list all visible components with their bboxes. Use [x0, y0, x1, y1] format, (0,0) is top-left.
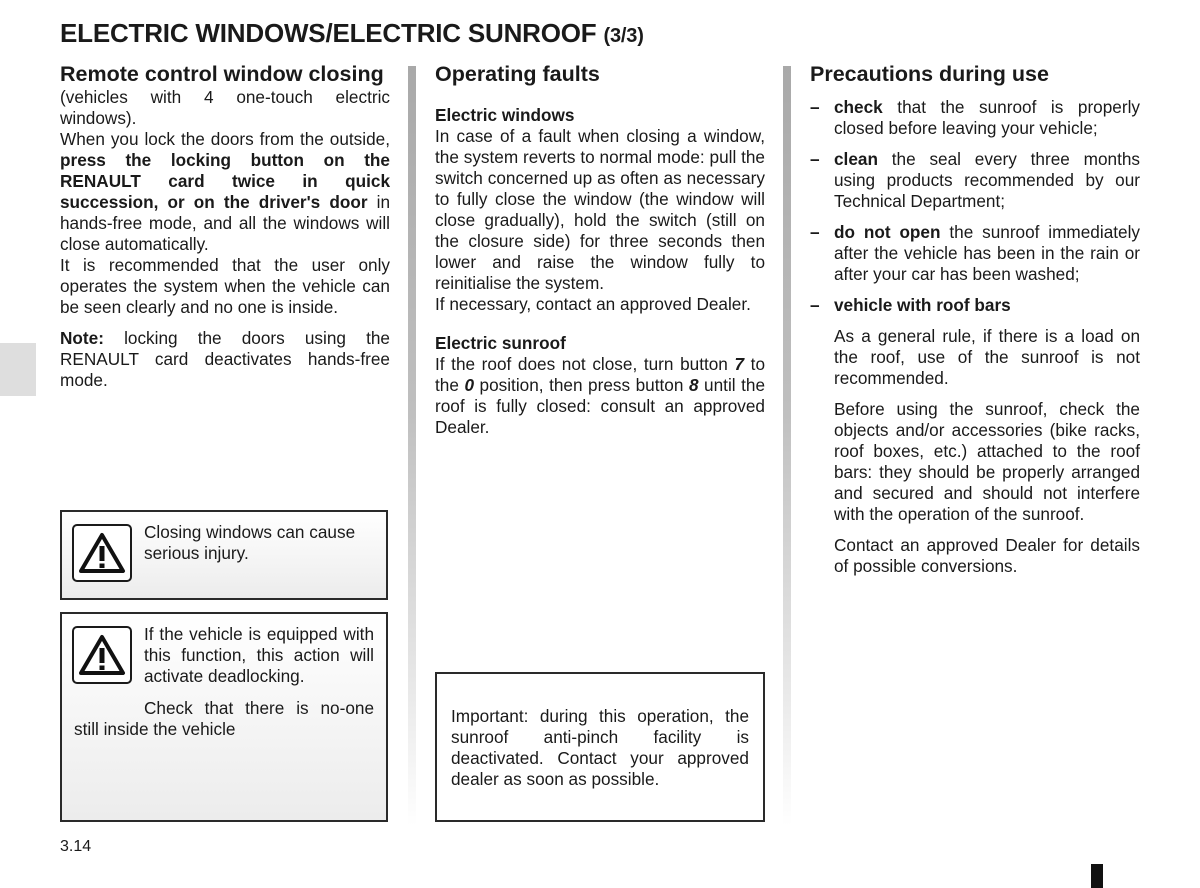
- electric-sunroof-text: [435, 354, 765, 438]
- remote-closing-heading: Remote control window closing: [60, 62, 384, 86]
- sunroof-c: position, then press button: [474, 375, 689, 395]
- electric-sunroof-heading: Electric sunroof: [435, 333, 566, 353]
- page-title: [60, 18, 644, 49]
- item-bold: clean: [834, 149, 878, 169]
- bullet-dash: –: [810, 97, 820, 117]
- warning-box-injury: [60, 510, 388, 600]
- chapter-tab: [0, 343, 36, 396]
- bullet-dash: –: [810, 222, 820, 242]
- remote-closing-intro: (vehicles with 4 one-touch electric windows).: [60, 87, 390, 128]
- warning-triangle-icon: [72, 626, 132, 684]
- note-text: locking the doors using the RENAULT card deactivates hands-free mode.: [60, 328, 390, 390]
- electric-windows-text: In case of a fault when closing a window, the system reverts to normal mode: pull the switch concerned up as often as necessary to fully close the window (the window will close gradually), hold the switch (still on the closure side) for three seconds then lower and raise the window fully to reinitialise the system.: [435, 126, 765, 293]
- remote-closing-paragraph-1: [60, 129, 390, 255]
- item-bold: check: [834, 97, 883, 117]
- page-title-main: ELECTRIC WINDOWS/ELECTRIC SUNROOF: [60, 18, 597, 48]
- sunroof-d: until the roof is fully closed: consult an approved Dealer.: [435, 375, 766, 437]
- warning-injury-text: Closing windows can cause serious injury.: [144, 522, 356, 563]
- roof-bars-paragraph-3: Contact an approved Dealer for details of possible conversions.: [834, 535, 1140, 576]
- important-info-text: Important: during this operation, the sunroof anti-pinch facility is deactivated. Contact your approved dealer as soon as possible.: [451, 706, 749, 789]
- precautions-heading: Precautions during use: [810, 62, 1049, 86]
- item-bold: vehicle with roof bars: [834, 295, 1011, 315]
- remote-closing-note: [60, 328, 390, 391]
- column-precautions: [810, 62, 1140, 577]
- column-divider: [408, 66, 416, 826]
- page-title-part: (3/3): [603, 25, 644, 47]
- p1-bold: press the locking button on the RENAULT card twice in quick succession, or on the driver's door: [60, 150, 390, 212]
- list-item: [810, 97, 1140, 139]
- button-7-ref: 7: [734, 354, 745, 374]
- note-label: Note:: [60, 328, 104, 348]
- remote-closing-paragraph-2: It is recommended that the user only operates the system when the vehicle can be seen clearly and no one is inside.: [60, 255, 390, 317]
- warning-triangle-icon: [72, 524, 132, 582]
- position-0-ref: 0: [464, 375, 474, 395]
- important-info-box: [435, 672, 765, 822]
- column-remote-closing: [60, 62, 390, 391]
- warning-deadlocking-text: If the vehicle is equipped with this function, this action will activate deadlocking.: [144, 624, 374, 686]
- item-text: the seal every three months using products recommended by our Technical Department;: [834, 149, 1140, 211]
- page-number: 3.14: [60, 838, 92, 855]
- bullet-dash: –: [810, 295, 820, 315]
- p1-before: When you lock the doors from the outside,: [60, 129, 390, 149]
- sunroof-b: to the: [435, 354, 765, 395]
- item-text: the sunroof immediately after the vehicle has been in the rain or after your car has been washed;: [834, 222, 1140, 284]
- column-operating-faults: [435, 62, 765, 438]
- list-item: [810, 295, 1140, 316]
- item-bold: do not open: [834, 222, 941, 242]
- warning-box-deadlocking: [60, 612, 388, 822]
- operating-faults-heading: Operating faults: [435, 62, 600, 86]
- precautions-list: [810, 97, 1140, 316]
- warning-deadlocking-extra: Check that there is no-one still inside the vehicle: [74, 698, 374, 739]
- electric-windows-heading: Electric windows: [435, 105, 575, 125]
- button-8-ref: 8: [688, 375, 699, 395]
- bullet-dash: –: [810, 149, 820, 169]
- roof-bars-paragraph-1: As a general rule, if there is a load on the roof, use of the sunroof is not recommended.: [834, 326, 1140, 388]
- list-item: [810, 222, 1140, 285]
- column-divider: [783, 66, 791, 826]
- list-item: [810, 149, 1140, 212]
- corner-mark: [1091, 864, 1103, 888]
- p1-after: in hands-free mode, and all the windows will close automatically.: [60, 192, 391, 254]
- item-text: that the sunroof is properly closed before leaving your vehicle;: [834, 97, 1140, 138]
- roof-bars-paragraph-2: Before using the sunroof, check the objects and/or accessories (bike racks, roof boxes, etc.) attached to the roof bars: they should be properly arranged and secured and should not interfere with the operation of the sunroof.: [834, 399, 1140, 524]
- electric-windows-text-2: If necessary, contact an approved Dealer.: [435, 294, 751, 314]
- sunroof-a: If the roof does not close, turn button: [435, 354, 735, 374]
